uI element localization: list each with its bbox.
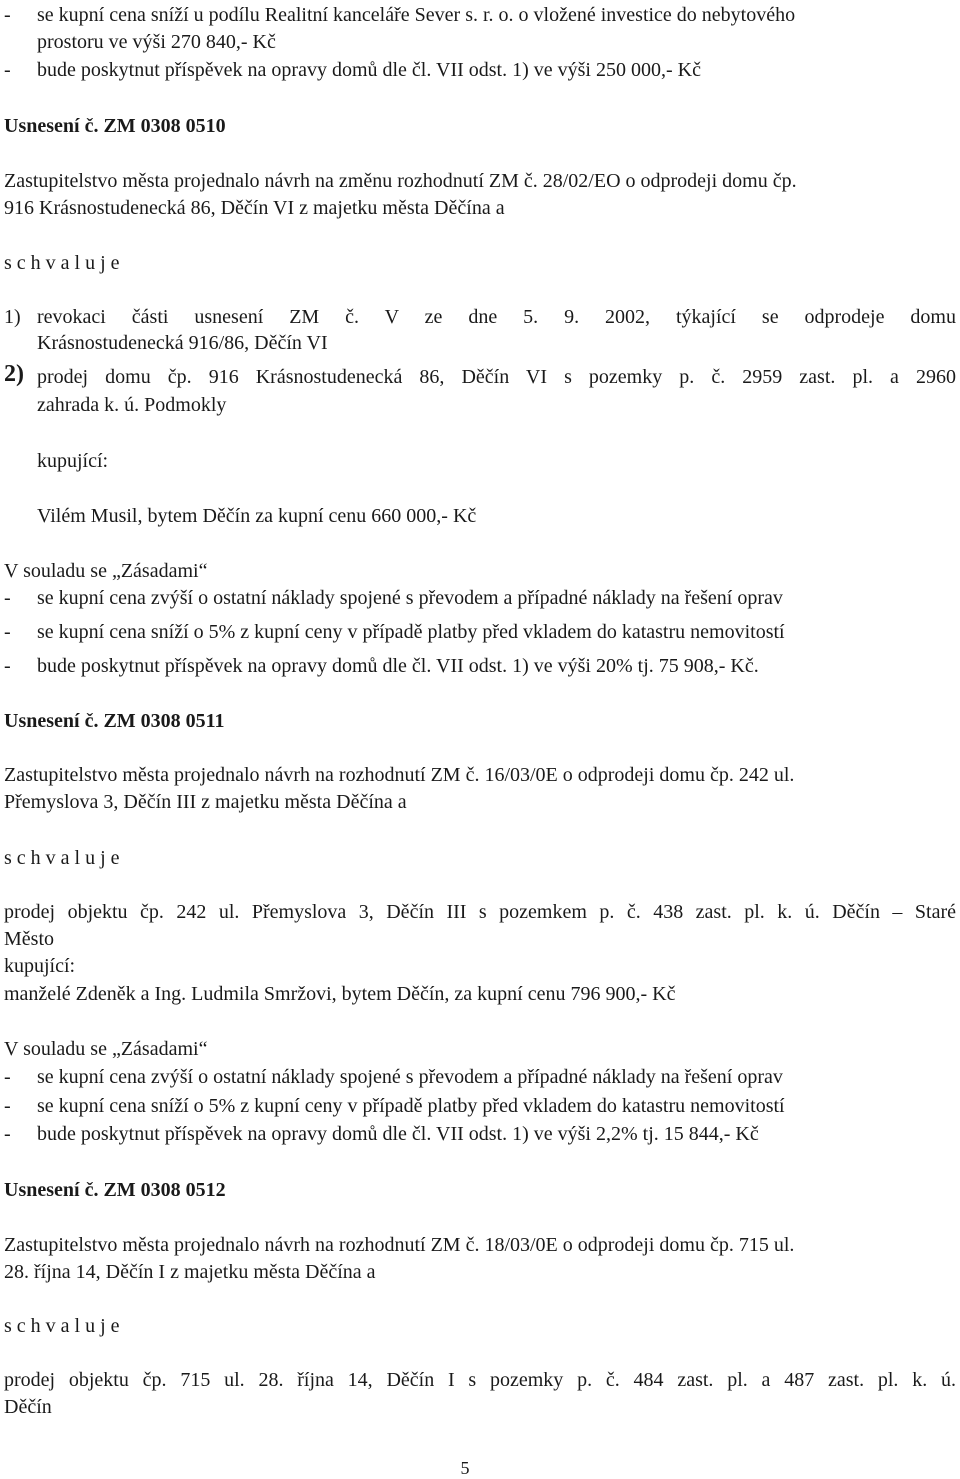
resolution-intro-0512: Zastupitelstvo města projednalo návrh na rozhodnutí ZM č. 18/03/0E o odprodeji domu čp. 715 ul.	[4, 1234, 795, 1256]
item-2-text: prodej domu čp. 916 Krásnostudenecká 86, Děčín VI s pozemky p. č. 2959 zast. pl. a 2960	[37, 366, 956, 388]
rule-item: se kupní cena zvýší o ostatní náklady spojené s převodem a případné náklady na řešení oprav	[37, 1066, 783, 1088]
resolution-heading-0511: Usnesení č. ZM 0308 0511	[4, 710, 225, 732]
top-item-2: bude poskytnut příspěvek na opravy domů dle čl. VII odst. 1) ve výši 250 000,- Kč	[37, 59, 701, 81]
rule-item: se kupní cena sníží o 5% z kupní ceny v případě platby před vkladem do katastru nemovitostí	[37, 1095, 785, 1117]
resolution-heading-0512: Usnesení č. ZM 0308 0512	[4, 1179, 226, 1201]
item-1-text-cont: Krásnostudenecká 916/86, Děčín VI	[37, 332, 328, 354]
bullet-dash: -	[4, 587, 11, 609]
buyer-label: kupující:	[37, 450, 109, 472]
page-number: 5	[460, 1458, 470, 1478]
resolution-intro-0511: Zastupitelstvo města projednalo návrh na rozhodnutí ZM č. 16/03/0E o odprodeji domu čp. 242 ul.	[4, 764, 795, 786]
bullet-dash: -	[4, 1095, 11, 1117]
buyer-name-price: Vilém Musil, bytem Děčín za kupní cenu 660 000,- Kč	[37, 505, 477, 527]
resolution-intro-0512-cont: 28. října 14, Děčín I z majetku města Děčína a	[4, 1261, 376, 1283]
resolution-intro-0510: Zastupitelstvo města projednalo návrh na změnu rozhodnutí ZM č. 28/02/EO o odprodeji domu čp.	[4, 170, 797, 192]
bullet-dash: -	[4, 1123, 11, 1145]
item-number-2: 2)	[4, 361, 24, 387]
decision-approves: s c h v a l u j e	[4, 1315, 120, 1337]
item-2-text-cont: zahrada k. ú. Podmokly	[37, 394, 227, 416]
sale-description: prodej objektu čp. 715 ul. 28. října 14, Děčín I s pozemky p. č. 484 zast. pl. a 487 zast. pl. k. ú.	[4, 1369, 956, 1391]
top-item-1-cont: prostoru ve výši 270 840,- Kč	[37, 31, 276, 53]
rules-heading: V souladu se „Zásadami“	[4, 1038, 208, 1060]
rule-item: bude poskytnut příspěvek na opravy domů dle čl. VII odst. 1) ve výši 2,2% tj. 15 844,- Kč	[37, 1123, 759, 1145]
bullet-dash: -	[4, 4, 11, 26]
top-item-1: se kupní cena sníží u podílu Realitní kanceláře Sever s. r. o. o vložené investice do nebytového	[37, 4, 796, 26]
rule-item: se kupní cena zvýší o ostatní náklady spojené s převodem a případné náklady na řešení oprav	[37, 587, 783, 609]
resolution-intro-0510-cont: 916 Krásnostudenecká 86, Děčín VI z majetku města Děčína a	[4, 197, 505, 219]
bullet-dash: -	[4, 1066, 11, 1088]
buyer-name-price: manželé Zdeněk a Ing. Ludmila Smržovi, bytem Děčín, za kupní cenu 796 900,- Kč	[4, 983, 676, 1005]
rule-item: se kupní cena sníží o 5% z kupní ceny v případě platby před vkladem do katastru nemovitostí	[37, 621, 785, 643]
resolution-intro-0511-cont: Přemyslova 3, Děčín III z majetku města Děčína a	[4, 791, 407, 813]
rule-item: bude poskytnut příspěvek na opravy domů dle čl. VII odst. 1) ve výši 20% tj. 75 908,- Kč.	[37, 655, 759, 677]
item-1-text: revokaci části usnesení ZM č. V ze dne 5. 9. 2002, týkající se odprodeje domu	[37, 306, 956, 328]
bullet-dash: -	[4, 655, 11, 677]
sale-description: prodej objektu čp. 242 ul. Přemyslova 3, Děčín III s pozemkem p. č. 438 zast. pl. k. ú. Děčín – Staré	[4, 901, 956, 923]
bullet-dash: -	[4, 621, 11, 643]
resolution-heading-0510: Usnesení č. ZM 0308 0510	[4, 115, 226, 137]
decision-approves: s c h v a l u j e	[4, 847, 120, 869]
rules-heading: V souladu se „Zásadami“	[4, 560, 208, 582]
buyer-label: kupující:	[4, 955, 76, 977]
item-number-1: 1)	[4, 306, 21, 328]
decision-approves: s c h v a l u j e	[4, 252, 120, 274]
sale-description-cont: Město	[4, 928, 54, 950]
bullet-dash: -	[4, 59, 11, 81]
sale-description-cont: Děčín	[4, 1396, 52, 1418]
